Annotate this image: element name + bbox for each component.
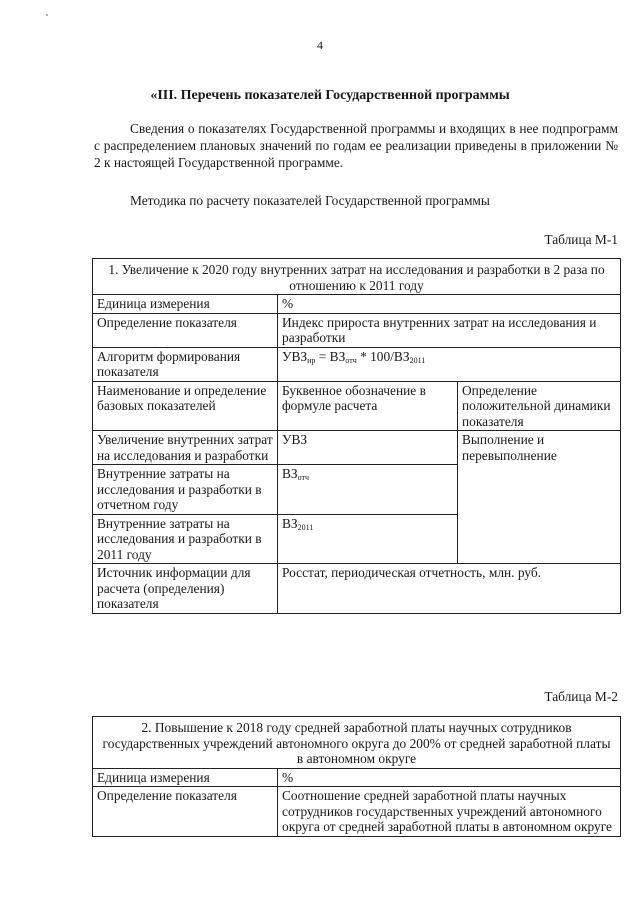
table-m2: [92, 716, 621, 837]
header-name: Наименование и определение базовых показателей: [93, 381, 278, 431]
base-indicator-symbol: [278, 431, 458, 465]
formula-term: * 100/ВЗ: [356, 348, 410, 364]
table2-title: 2. Повышение к 2018 году средней заработной платы научных сотрудников государственных учреждений автономного округа до 200% от средней заработной платы в автономном округе: [93, 717, 621, 769]
formula-term: УВЗ: [282, 348, 308, 364]
page-number: 4: [317, 38, 323, 52]
symbol-text: УВЗ: [282, 432, 308, 447]
header-symbol: Буквенное обозначение в формуле расчета: [278, 381, 458, 431]
algorithm-formula: [278, 347, 621, 381]
unit-label: Единица измерения: [93, 768, 278, 787]
base-indicator-symbol: [278, 514, 458, 564]
table1-title: 1. Увеличение к 2020 году внутренних затрат на исследования и разработки в 2 раза по отношению к 2011 году: [93, 259, 621, 295]
formula-subscript: отч: [345, 355, 357, 365]
section-heading: «III. Перечень показателей Государственной программы: [150, 88, 510, 103]
definition-value: Индекс прироста внутренних затрат на исследования и разработки: [278, 313, 621, 347]
formula-subscript: 2011: [409, 355, 426, 365]
table-row: [93, 787, 621, 837]
unit-value: %: [278, 295, 621, 314]
symbol-text: ВЗ: [282, 466, 298, 481]
symbol-subscript: 2011: [297, 522, 314, 532]
source-label: Источник информации для расчета (определения) показателя: [93, 564, 278, 614]
intro-paragraph: Сведения о показателях Государственной программы и входящих в нее подпрограмм с распределением плановых значений по годам ее реализации приведены в приложении № 2 к настоящей Государственной программе.: [94, 121, 618, 170]
base-indicator-name: Внутренние затраты на исследования и разработки в 2011 году: [93, 514, 278, 564]
table-row: [93, 431, 621, 465]
symbol-text: ВЗ: [282, 515, 298, 531]
base-indicator-name: Внутренние затраты на исследования и разработки в отчетном году: [93, 465, 278, 515]
definition-value: Соотношение средней заработной платы научных сотрудников государственных учреждений автономного округа от средней заработной платы в автономном округе: [278, 787, 621, 837]
table-row: [93, 717, 621, 769]
table-row: [93, 295, 621, 314]
dynamics-value: Выполнение и перевыполнение: [458, 431, 621, 564]
unit-label: Единица измерения: [93, 295, 278, 314]
definition-label: Определение показателя: [93, 787, 278, 837]
table-m1: [92, 258, 621, 614]
table-row: [93, 347, 621, 381]
table1-caption: Таблица М-1: [544, 232, 618, 247]
methodology-title: Методика по расчету показателей Государственной программы: [130, 193, 490, 208]
definition-label: Определение показателя: [93, 313, 278, 347]
formula-subscript: ир: [307, 355, 316, 365]
table-row: [93, 768, 621, 787]
table-row: [93, 313, 621, 347]
symbol-subscript: отч: [297, 473, 310, 482]
unit-value: %: [278, 768, 621, 787]
table-row: [93, 259, 621, 295]
base-indicator-name: Увеличение внутренних затрат на исследования и разработки: [93, 431, 278, 465]
scan-speck: [46, 14, 48, 16]
base-indicator-symbol: [278, 465, 458, 515]
algorithm-label: Алгоритм формирования показателя: [93, 347, 278, 381]
table-row: [93, 564, 621, 614]
header-dynamics: Определение положительной динамики показателя: [458, 381, 621, 431]
formula-term: = ВЗ: [315, 348, 346, 364]
table-header-row: [93, 381, 621, 431]
table2-caption: Таблица М-2: [544, 689, 618, 704]
source-value: Росстат, периодическая отчетность, млн. руб.: [278, 564, 621, 614]
